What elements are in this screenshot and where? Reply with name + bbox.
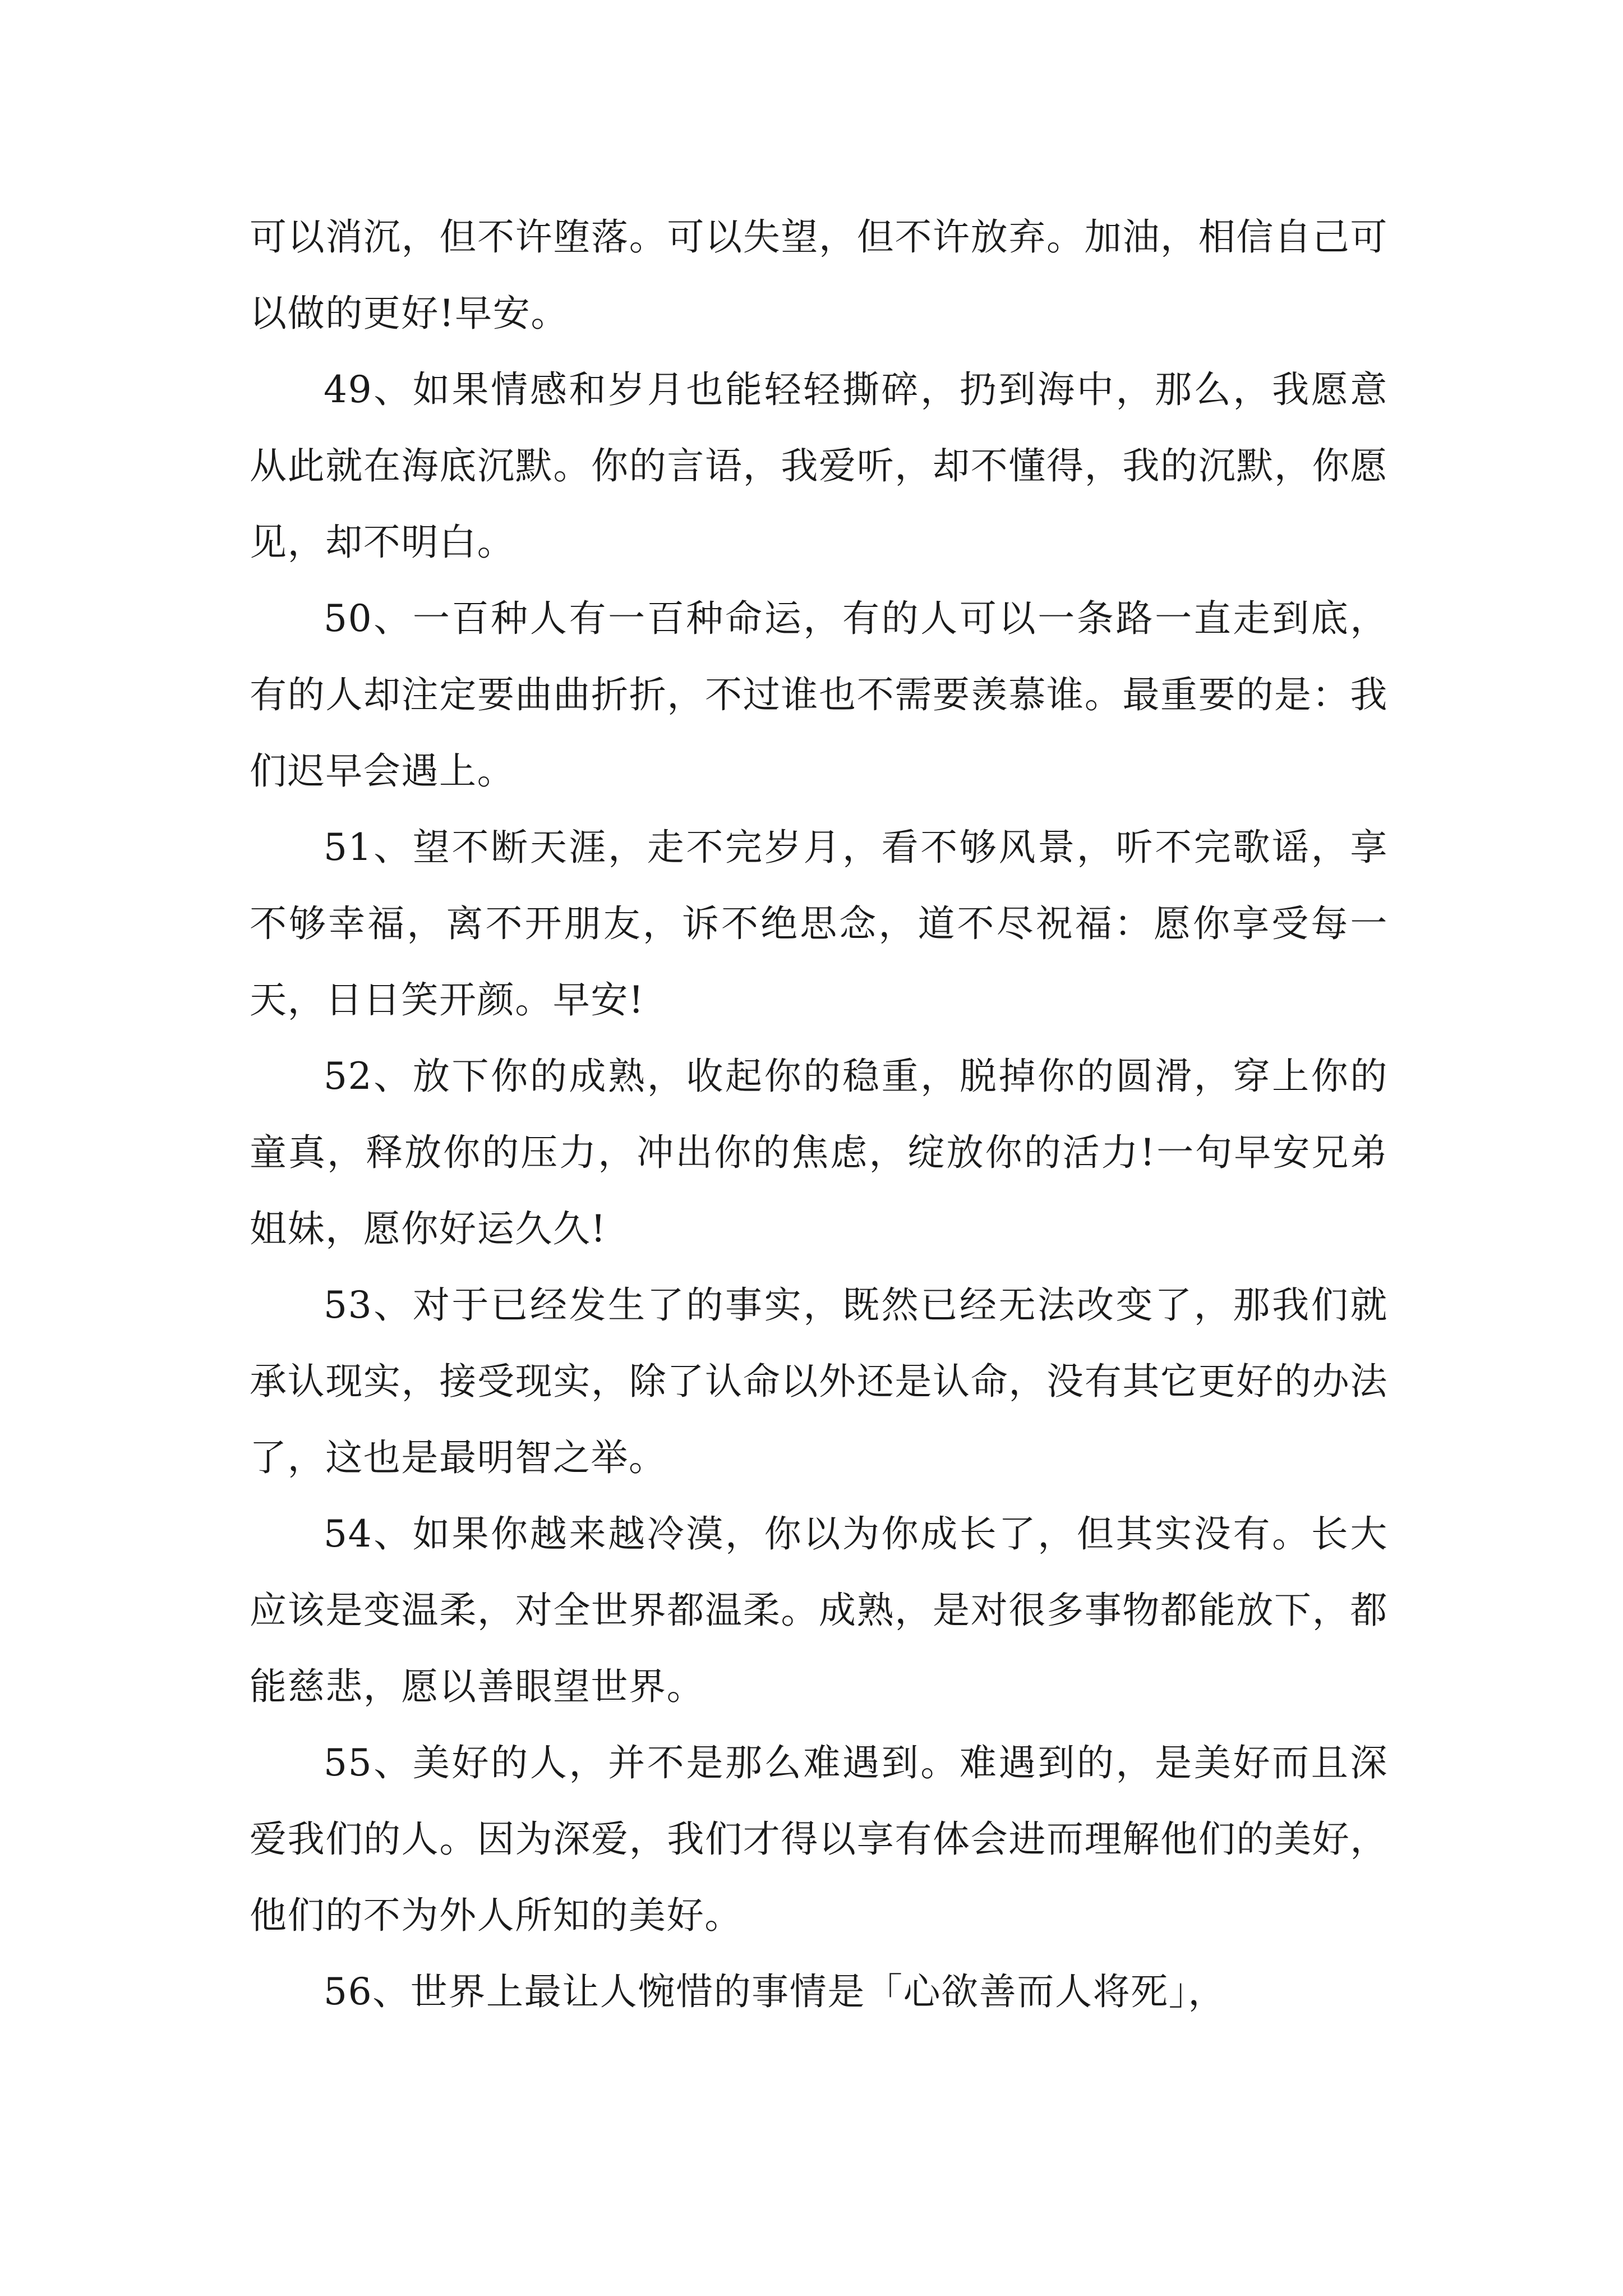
paragraph-54: 54、如果你越来越冷漠，你以为你成长了，但其实没有。长大应该是变温柔，对全世界都温柔。成熟，是对很多事物都能放下，都能慈悲，愿以善眼望世界。 [250, 1512, 1388, 1708]
paragraph-49: 49、如果情感和岁月也能轻轻撕碎，扔到海中，那么，我愿意从此就在海底沉默。你的言语，我爱听，却不懂得，我的沉默，你愿见，却不明白。 [250, 368, 1388, 564]
paragraph-continuation: 可以消沉，但不许堕落。可以失望，但不许放弃。加油，相信自己可以做的更好!早安。 [250, 215, 1388, 335]
paragraph-50: 50、一百种人有一百种命运，有的人可以一条路一直走到底，有的人却注定要曲曲折折，不过谁也不需要羡慕谁。最重要的是：我们迟早会遇上。 [250, 597, 1388, 793]
paragraph-51: 51、望不断天涯，走不完岁月，看不够风景，听不完歌谣，享不够幸福，离不开朋友，诉不绝思念，道不尽祝福：愿你享受每一天，日日笑开颜。早安! [250, 826, 1388, 1022]
paragraph-56: 56、世界上最让人惋惜的事情是「心欲善而人将死」， [324, 1970, 1226, 2013]
paragraph-55: 55、美好的人，并不是那么难遇到。难遇到的，是美好而且深爱我们的人。因为深爱，我们才得以享有体会进而理解他们的美好，他们的不为外人所知的美好。 [250, 1741, 1388, 1937]
body-text [250, 199, 1388, 2030]
paragraph-52: 52、放下你的成熟，收起你的稳重，脱掉你的圆滑，穿上你的童真，释放你的压力，冲出你的焦虑，绽放你的活力!一句早安兄弟姐妹，愿你好运久久! [250, 1055, 1388, 1250]
paragraph-53: 53、对于已经发生了的事实，既然已经无法改变了，那我们就承认现实，接受现实，除了认命以外还是认命，没有其它更好的办法了，这也是最明智之举。 [250, 1283, 1388, 1479]
